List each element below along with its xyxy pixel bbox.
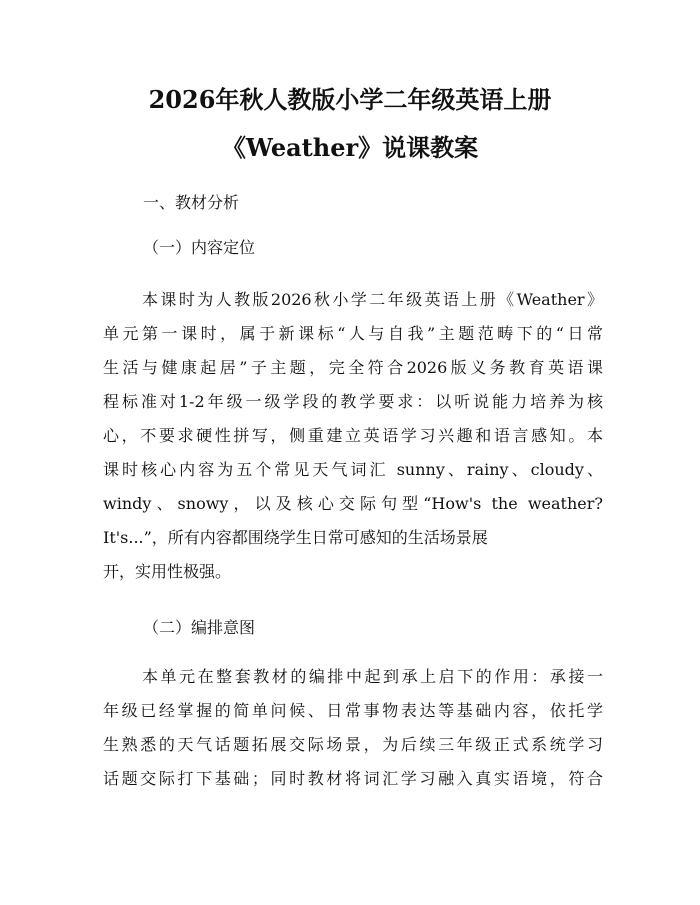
paragraph-line: 年级已经掌握的简单问候、日常事物表达等基础内容，依托学	[103, 701, 603, 720]
paragraph-line: 心，不要求硬性拼写，侧重建立英语学习兴趣和语言感知。本	[103, 426, 603, 445]
subsection-heading-content-positioning: （一）内容定位	[143, 238, 256, 257]
paragraph-line: 本课时为人教版2026秋小学二年级英语上册《Weather》	[142, 290, 603, 309]
paragraph-line: 话题交际打下基础；同时教材将词汇学习融入真实语境，符合	[103, 769, 603, 788]
paragraph-line: 课时核心内容为五个常见天气词汇 sunny、rainy、cloudy、	[103, 460, 603, 479]
paragraph-line: 开，实用性极强。	[103, 562, 232, 581]
paragraph-line: 生活与健康起居”子主题，完全符合2026版义务教育英语课	[103, 358, 603, 377]
paragraph-line: 程标准对1-2年级一级学段的教学要求：以听说能力培养为核	[103, 392, 603, 411]
document-title-line-2: 《Weather》说课教案	[221, 133, 479, 162]
paragraph-line: It's...”，所有内容都围绕学生日常可感知的生活场景展	[103, 528, 488, 547]
section-heading-textbook-analysis: 一、教材分析	[143, 193, 240, 212]
subsection-heading-layout-intent: （二）编排意图	[143, 618, 256, 637]
paragraph-line: 单元第一课时，属于新课标“人与自我”主题范畴下的“日常	[103, 324, 603, 343]
document-title-line-1: 2026年秋人教版小学二年级英语上册	[148, 85, 552, 114]
paragraph-line: 本单元在整套教材的编排中起到承上启下的作用：承接一	[142, 667, 603, 686]
paragraph-line: 生熟悉的天气话题拓展交际场景，为后续三年级正式系统学习	[103, 735, 603, 754]
paragraph-line: windy、snowy，以及核心交际句型“How's the weather?	[103, 494, 603, 513]
